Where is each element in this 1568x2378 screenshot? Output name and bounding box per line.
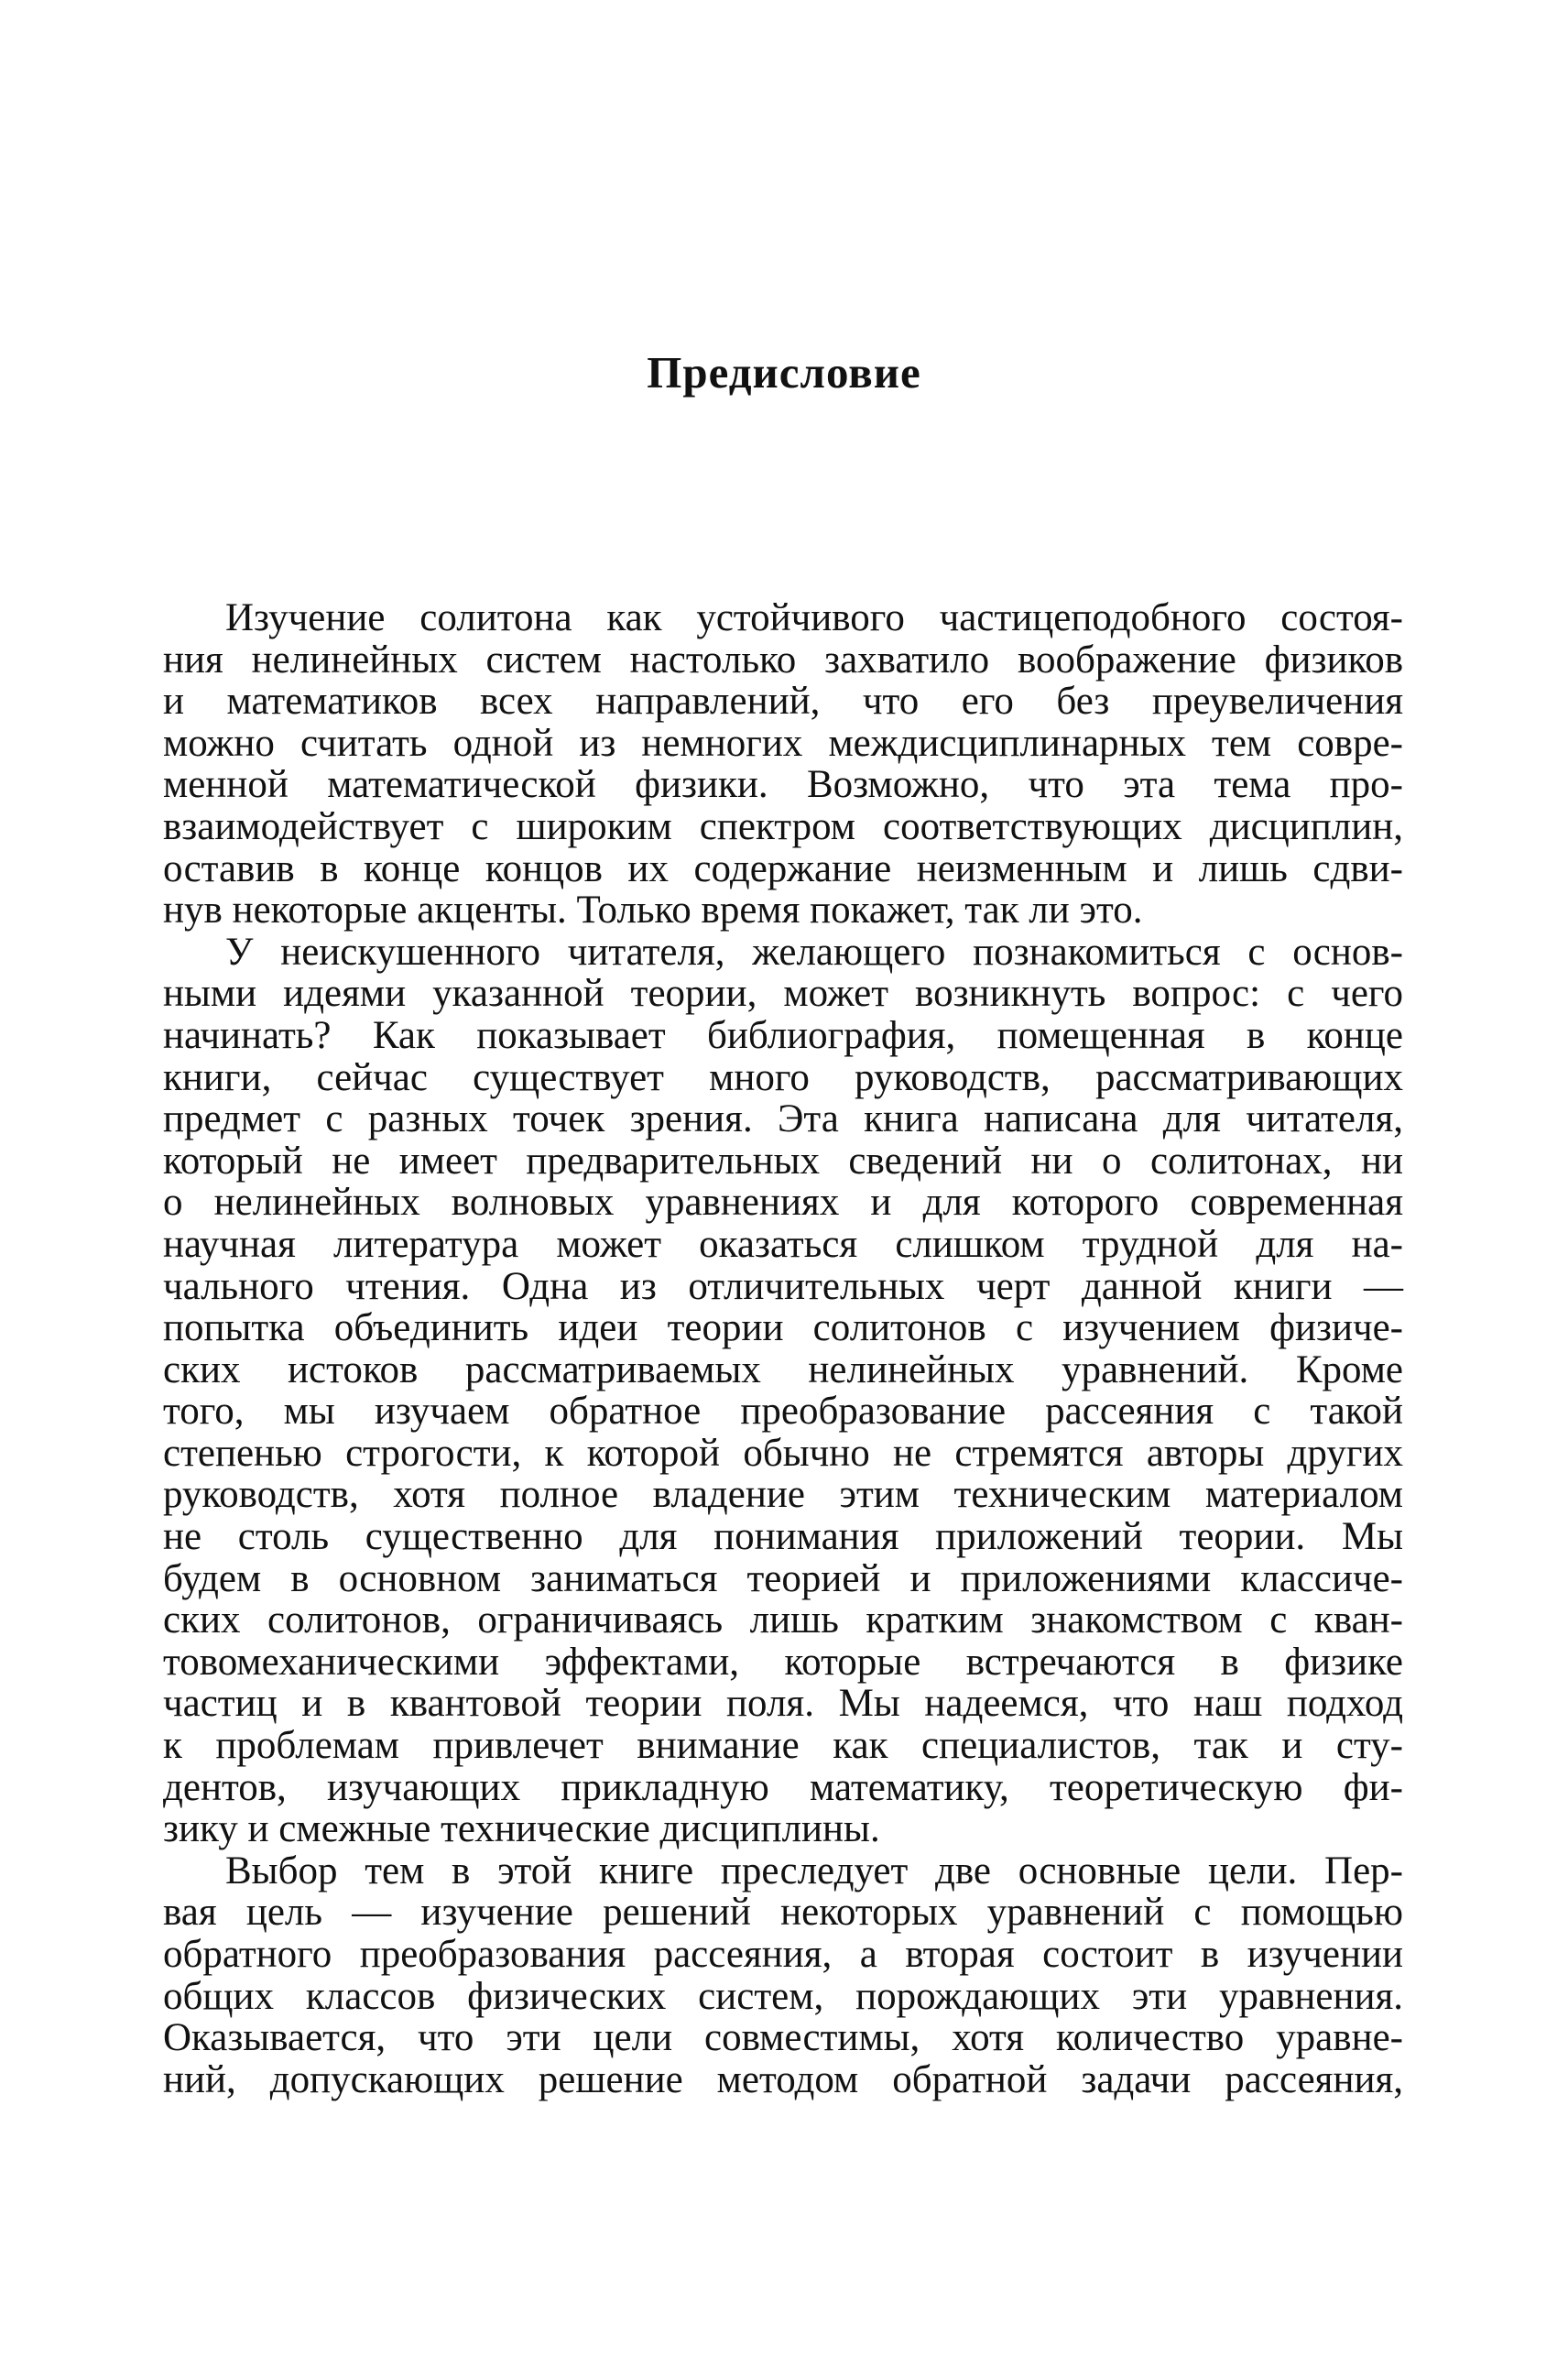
text-line: о нелинейных волновых уравнениях и для которого современная (163, 1181, 1403, 1225)
text-line: будем в основном заниматься теорией и приложениями классиче- (163, 1556, 1403, 1600)
text-line: Изучение солитона как устойчивого частицеподобного состоя- (225, 596, 1403, 639)
text-line: который не имеет предварительных сведений ни о солитонах, ни (163, 1139, 1403, 1183)
text-line: нув некоторые акценты. Только время покажет, так ли это. (163, 889, 1143, 933)
text-line: ния нелинейных систем настолько захватило воображение физиков (163, 638, 1403, 682)
text-line: можно считать одной из немногих междисциплинарных тем совре- (163, 721, 1403, 765)
text-line: научная литература может оказаться слишком трудной для на- (163, 1222, 1403, 1266)
page-title: Предисловие (647, 347, 921, 398)
text-line: чального чтения. Одна из отличительных черт данной книги — (163, 1264, 1403, 1308)
text-line: менной математической физики. Возможно, что эта тема про- (163, 763, 1403, 807)
text-line: ний, допускающих решение методом обратной задачи рассеяния, (163, 2057, 1403, 2101)
text-line: взаимодействует с широким спектром соответствующих дисциплин, (163, 804, 1403, 848)
text-line: не столь существенно для понимания приложений теории. Мы (163, 1515, 1403, 1559)
text-line: ными идеями указанной теории, может возникнуть вопрос: с чего (163, 972, 1403, 1016)
text-line: частиц и в квантовой теории поля. Мы надеемся, что наш подход (163, 1682, 1403, 1726)
text-line: Оказывается, что эти цели совместимы, хотя количество уравне- (163, 2016, 1403, 2060)
paragraph-3 (163, 1850, 1403, 2101)
text-line: ских солитонов, ограничиваясь лишь кратким знакомством с кван- (163, 1598, 1403, 1642)
text-line: степенью строгости, к которой обычно не стремятся авторы других (163, 1431, 1403, 1475)
text-line: предмет с разных точек зрения. Эта книга написана для читателя, (163, 1097, 1403, 1141)
text-line: У неискушенного читателя, желающего познакомиться с основ- (225, 930, 1403, 974)
text-line: начинать? Как показывает библиография, помещенная в конце (163, 1013, 1403, 1057)
text-line: зику и смежные технические дисциплины. (163, 1807, 880, 1851)
text-line: и математиков всех направлений, что его без преувеличения (163, 680, 1403, 724)
text-line: оставив в конце концов их содержание неизменным и лишь сдви- (163, 846, 1403, 890)
text-line: руководств, хотя полное владение этим техническим материалом (163, 1473, 1403, 1517)
text-line: дентов, изучающих прикладную математику, теоретическую фи- (163, 1765, 1403, 1809)
paragraph-1 (163, 597, 1403, 932)
text-line: к проблемам привлечет внимание как специалистов, так и сту- (163, 1724, 1403, 1768)
text-line: товомеханическими эффектами, которые встречаются в физике (163, 1640, 1403, 1684)
text-line: того, мы изучаем обратное преобразование рассеяния с такой (163, 1390, 1403, 1434)
text-line: попытка объединить идеи теории солитонов с изучением физиче- (163, 1306, 1403, 1350)
paragraph-2 (163, 932, 1403, 1850)
text-line: ских истоков рассматриваемых нелинейных уравнений. Кроме (163, 1347, 1403, 1391)
text-line: вая цель — изучение решений некоторых уравнений с помощью (163, 1891, 1403, 1935)
body-text (163, 597, 1403, 2100)
text-line: общих классов физических систем, порождающих эти уравнения. (163, 1974, 1403, 2018)
text-line: книги, сейчас существует много руководств, рассматривающих (163, 1055, 1403, 1099)
text-line: Выбор тем в этой книге преследует две основные цели. Пер- (225, 1849, 1403, 1893)
text-line: обратного преобразования рассеяния, а вторая состоит в изучении (163, 1933, 1403, 1976)
